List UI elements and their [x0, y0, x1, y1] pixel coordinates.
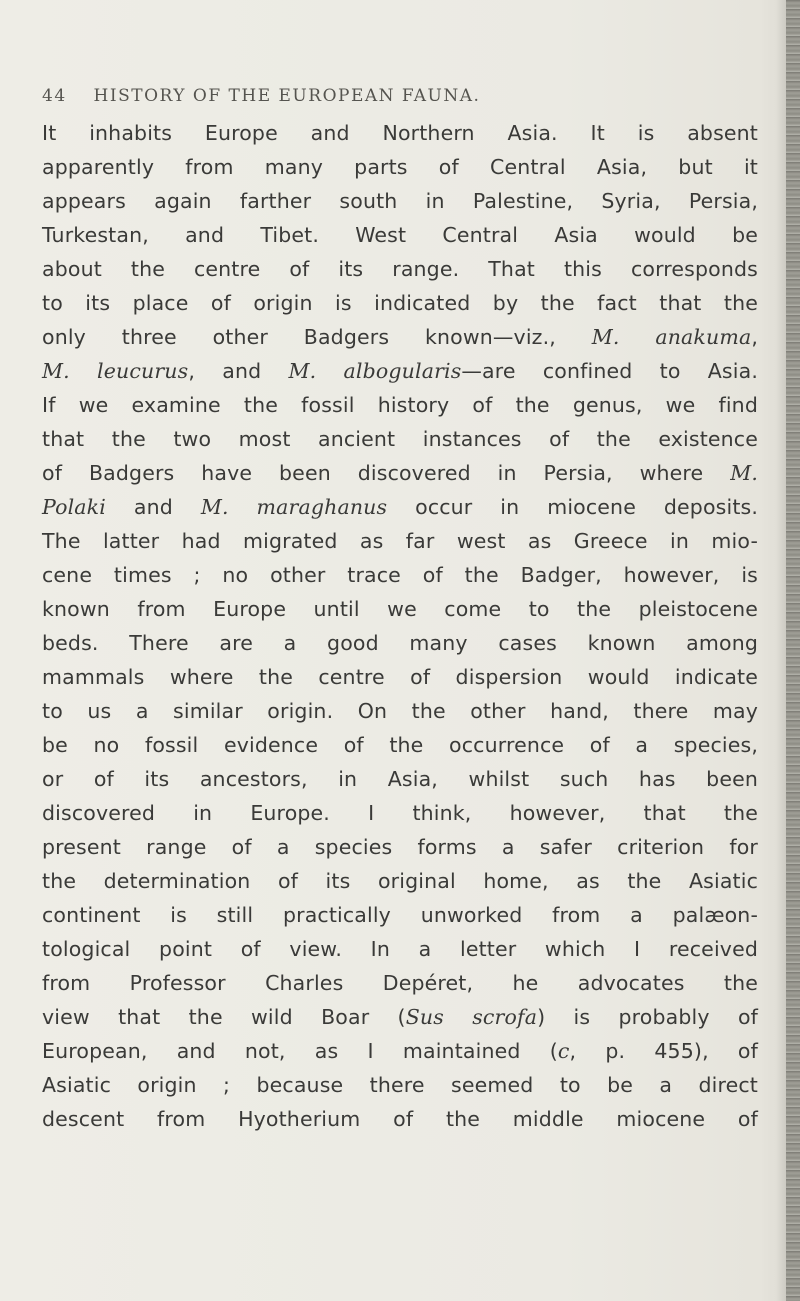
italic-text: c	[557, 1039, 570, 1063]
text-line	[42, 796, 758, 830]
text-run: only three other Badgers known—viz.,	[42, 325, 592, 349]
text-line	[42, 1000, 758, 1034]
text-line	[42, 116, 758, 150]
text-run: , and	[188, 359, 289, 383]
text-run: about the centre of its range. That this corresponds	[42, 257, 758, 281]
text-line	[42, 218, 758, 252]
text-run: —are confined to Asia.	[461, 359, 758, 383]
text-run: known from Europe until we come to the pleistocene	[42, 597, 758, 621]
text-line	[42, 898, 758, 932]
text-run: of Badgers have been discovered in Persia, where	[42, 461, 731, 485]
text-run: ) is probably of	[537, 1005, 759, 1029]
text-run: present range of a species forms a safer criterion for	[42, 835, 758, 859]
text-run: tological point of view. In a letter which I received	[42, 937, 758, 961]
text-line	[42, 1102, 758, 1136]
text-line	[42, 660, 758, 694]
text-run: view that the wild Boar (	[42, 1005, 406, 1029]
text-line	[42, 592, 758, 626]
binding-edge	[786, 0, 800, 1301]
text-run: beds. There are a good many cases known among	[42, 631, 758, 655]
text-run: or of its ancestors, in Asia, whilst such has been	[42, 767, 758, 791]
text-line	[42, 830, 758, 864]
text-run: It inhabits Europe and Northern Asia. It is absent	[42, 121, 758, 145]
text-run: Turkestan, and Tibet. West Central Asia would be	[42, 223, 758, 247]
text-run: occur in miocene deposits.	[387, 495, 759, 519]
text-run: continent is still practically unworked from a palæon-	[42, 903, 758, 927]
italic-text: M. anakuma	[591, 325, 752, 349]
text-line	[42, 388, 758, 422]
text-line	[42, 150, 758, 184]
text-line	[42, 490, 758, 524]
text-line	[42, 1034, 758, 1068]
text-line	[42, 320, 758, 354]
text-run: If we examine the fossil history of the genus, we find	[42, 393, 758, 417]
running-head	[42, 86, 480, 106]
italic-text: M. maraghanus	[200, 495, 388, 519]
text-line	[42, 354, 758, 388]
text-run: appears again farther south in Palestine, Syria, Persia,	[42, 189, 758, 213]
text-run: ,	[751, 325, 758, 349]
text-run: Asiatic origin ; because there seemed to be a direct	[42, 1073, 758, 1097]
text-run: the determination of its original home, as the Asiatic	[42, 869, 758, 893]
text-line	[42, 286, 758, 320]
text-run: to us a similar origin. On the other hand, there may	[42, 699, 758, 723]
text-line	[42, 966, 758, 1000]
text-line	[42, 422, 758, 456]
text-run: , p. 455), of	[569, 1039, 758, 1063]
text-line	[42, 728, 758, 762]
text-run: from Professor Charles Depéret, he advocates the	[42, 971, 758, 995]
text-run: to its place of origin is indicated by the fact that the	[42, 291, 758, 315]
text-run: The latter had migrated as far west as Greece in mio-	[42, 529, 758, 553]
text-run: European, and not, as I maintained (	[42, 1039, 558, 1063]
text-run: descent from Hyotherium of the middle miocene of	[42, 1107, 758, 1131]
italic-text: M. albogularis	[288, 359, 462, 383]
text-run: discovered in Europe. I think, however, that the	[42, 801, 758, 825]
text-run: apparently from many parts of Central Asia, but it	[42, 155, 758, 179]
italic-text: Polaki	[42, 495, 106, 519]
text-line	[42, 626, 758, 660]
text-run: and	[105, 495, 201, 519]
body-text	[42, 116, 758, 1136]
italic-text: Sus scrofa	[405, 1005, 538, 1029]
text-line	[42, 762, 758, 796]
text-line	[42, 864, 758, 898]
text-run: mammals where the centre of dispersion would indicate	[42, 665, 758, 689]
text-line	[42, 694, 758, 728]
text-line	[42, 932, 758, 966]
text-line	[42, 456, 758, 490]
page-number: 44	[42, 86, 67, 106]
text-line	[42, 1068, 758, 1102]
text-line	[42, 524, 758, 558]
running-title: HISTORY OF THE EUROPEAN FAUNA.	[93, 86, 481, 106]
text-run: be no fossil evidence of the occurrence of a species,	[42, 733, 758, 757]
binding-shadow	[776, 0, 786, 1301]
text-line	[42, 558, 758, 592]
text-run: that the two most ancient instances of the existence	[42, 427, 758, 451]
italic-text: M. leucurus	[42, 359, 189, 383]
text-line	[42, 252, 758, 286]
text-line	[42, 184, 758, 218]
italic-text: M.	[730, 461, 758, 485]
text-run: cene times ; no other trace of the Badger, however, is	[42, 563, 758, 587]
